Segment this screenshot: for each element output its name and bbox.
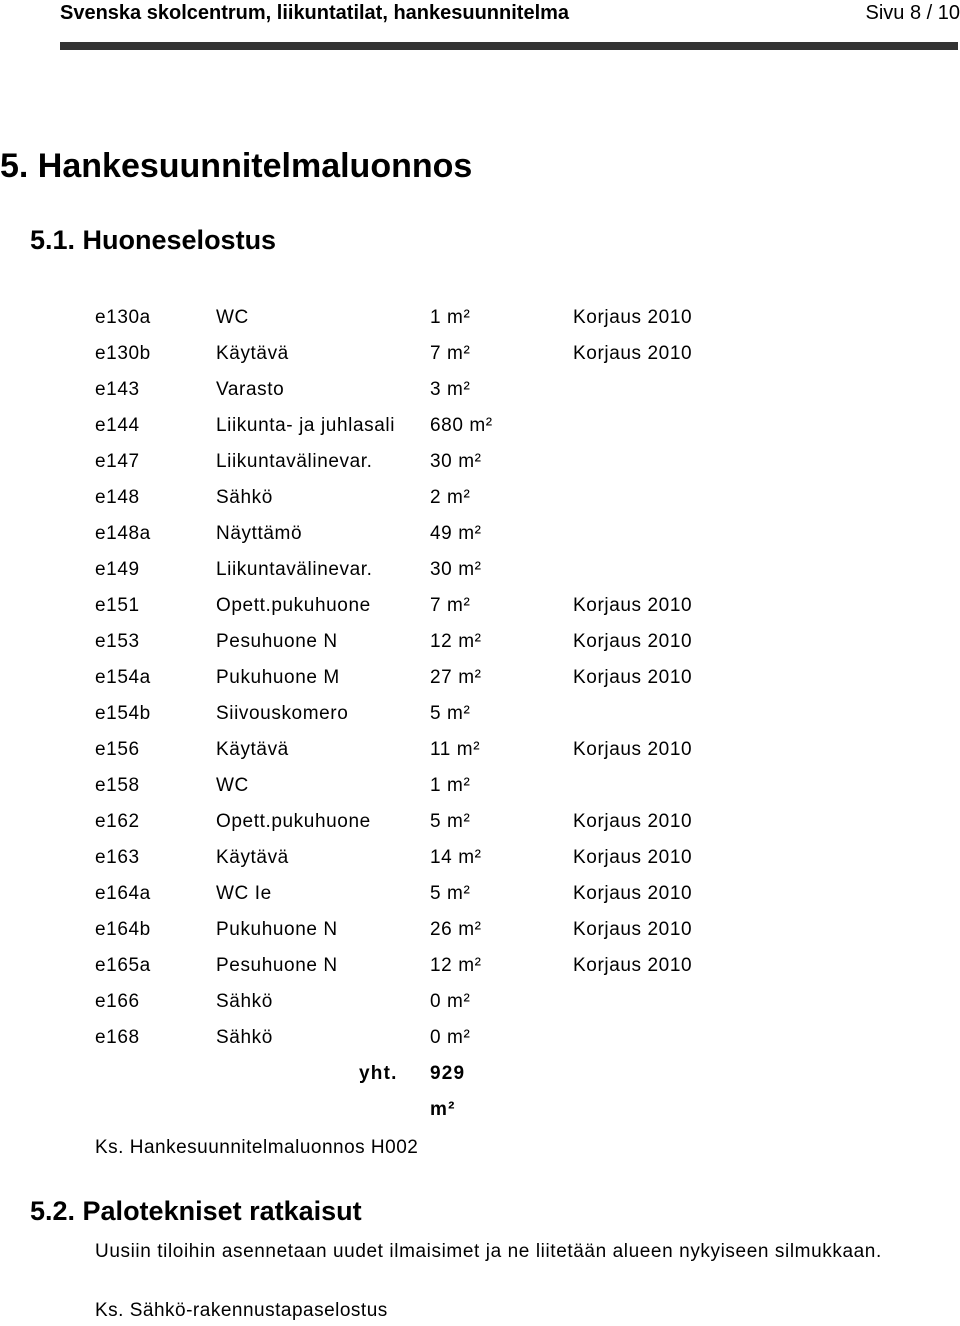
room-code: e158	[95, 775, 140, 796]
room-area: 3 m²	[430, 379, 471, 400]
room-name: Pukuhuone M	[216, 667, 340, 688]
room-name: Sähkö	[216, 1027, 273, 1048]
room-note: Korjaus 2010	[573, 739, 693, 760]
room-code: e148a	[95, 523, 151, 544]
room-area: 11 m²	[430, 739, 481, 760]
room-code: e147	[95, 451, 140, 472]
room-code: e130b	[95, 343, 151, 364]
room-area: 5 m²	[430, 811, 471, 832]
room-name: Käytävä	[216, 847, 289, 868]
room-area: 1 m²	[430, 307, 471, 328]
room-note: Korjaus 2010	[573, 919, 693, 940]
room-code: e168	[95, 1027, 140, 1048]
header-divider	[60, 42, 958, 50]
subsection-heading-room-list: 5.1. Huoneselostus	[30, 225, 277, 255]
room-code: e154a	[95, 667, 151, 688]
room-area: 14 m²	[430, 847, 482, 868]
room-note: Korjaus 2010	[573, 343, 693, 364]
room-name: WC Ie	[216, 883, 272, 904]
room-note: Korjaus 2010	[573, 595, 693, 616]
room-name: Varasto	[216, 379, 285, 400]
room-area: 49 m²	[430, 523, 482, 544]
fire-safety-paragraph: Uusiin tiloihin asennetaan uudet ilmaisimet ja ne liitetään alueen nykyiseen silmukkaan.	[95, 1241, 882, 1262]
room-code: e156	[95, 739, 140, 760]
room-area: 2 m²	[430, 487, 471, 508]
room-name: Pesuhuone N	[216, 955, 338, 976]
room-name: Pukuhuone N	[216, 919, 338, 940]
room-name: Pesuhuone N	[216, 631, 338, 652]
room-name: Käytävä	[216, 739, 289, 760]
section-heading: 5. Hankesuunnitelmaluonnos	[0, 147, 473, 185]
room-name: Liikunta- ja juhlasali	[216, 415, 396, 436]
room-note: Korjaus 2010	[573, 631, 693, 652]
room-code: e164a	[95, 883, 151, 904]
room-area: 0 m²	[430, 991, 471, 1012]
room-name: WC	[216, 307, 249, 328]
room-note: Korjaus 2010	[573, 667, 693, 688]
room-note: Korjaus 2010	[573, 883, 693, 904]
drawing-reference: Ks. Hankesuunnitelmaluonnos H002	[95, 1137, 419, 1158]
room-code: e162	[95, 811, 140, 832]
room-area: 7 m²	[430, 343, 471, 364]
electrical-reference: Ks. Sähkö-rakennustapaselostus	[95, 1300, 388, 1321]
total-area: 929 m²	[430, 1063, 466, 1120]
room-area: 680 m²	[430, 415, 493, 436]
room-area: 12 m²	[430, 631, 482, 652]
room-area: 0 m²	[430, 1027, 471, 1048]
room-note: Korjaus 2010	[573, 847, 693, 868]
room-name: Sähkö	[216, 991, 273, 1012]
room-area: 7 m²	[430, 595, 471, 616]
room-name: Näyttämö	[216, 523, 303, 544]
room-code: e166	[95, 991, 140, 1012]
room-code: e144	[95, 415, 140, 436]
room-name: Käytävä	[216, 343, 289, 364]
room-area: 26 m²	[430, 919, 482, 940]
room-area: 1 m²	[430, 775, 471, 796]
room-note: Korjaus 2010	[573, 307, 693, 328]
room-code: e143	[95, 379, 140, 400]
room-name: Siivouskomero	[216, 703, 349, 724]
room-code: e154b	[95, 703, 151, 724]
room-code: e153	[95, 631, 140, 652]
room-code: e165a	[95, 955, 151, 976]
room-area: 30 m²	[430, 451, 482, 472]
room-code: e130a	[95, 307, 151, 328]
page-number: Sivu 8 / 10	[865, 2, 960, 24]
room-area: 12 m²	[430, 955, 482, 976]
subsection-heading-fire-safety: 5.2. Palotekniset ratkaisut	[30, 1196, 362, 1226]
room-name: WC	[216, 775, 249, 796]
total-label: yht.	[359, 1063, 398, 1084]
room-area: 5 m²	[430, 883, 471, 904]
room-note: Korjaus 2010	[573, 811, 693, 832]
room-area: 5 m²	[430, 703, 471, 724]
room-name: Opett.pukuhuone	[216, 811, 371, 832]
room-code: e149	[95, 559, 140, 580]
room-name: Liikuntavälinevar.	[216, 559, 373, 580]
room-name: Liikuntavälinevar.	[216, 451, 373, 472]
room-area: 27 m²	[430, 667, 482, 688]
room-code: e163	[95, 847, 140, 868]
room-code: e151	[95, 595, 140, 616]
room-area: 30 m²	[430, 559, 482, 580]
room-name: Opett.pukuhuone	[216, 595, 371, 616]
room-code: e164b	[95, 919, 151, 940]
document-title: Svenska skolcentrum, liikuntatilat, hankesuunnitelma	[60, 2, 570, 24]
page-header	[0, 0, 960, 30]
room-name: Sähkö	[216, 487, 273, 508]
room-note: Korjaus 2010	[573, 955, 693, 976]
room-code: e148	[95, 487, 140, 508]
